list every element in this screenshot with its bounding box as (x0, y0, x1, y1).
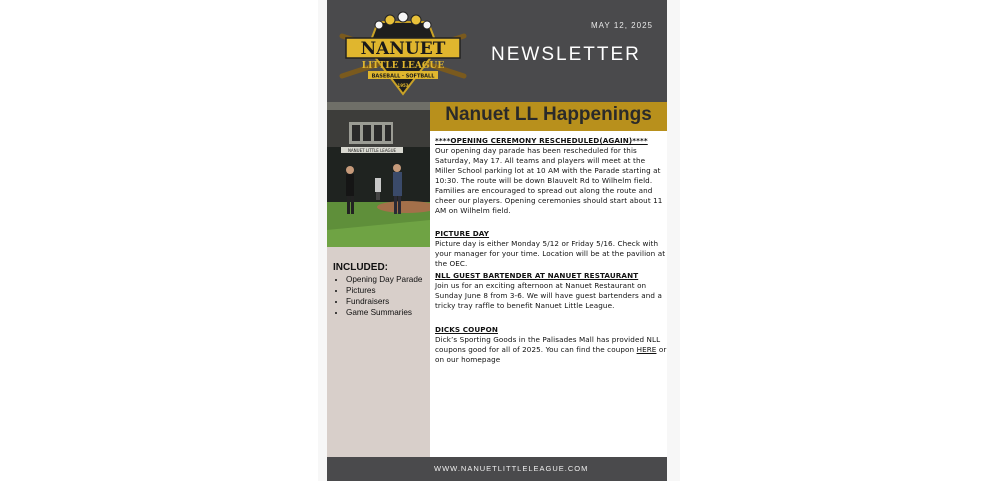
section-body: Our opening day parade has been rescheduled for this Saturday, May 17. All teams and players will meet at the Miller School parking lot at 10 AM with the Parade starting at 10:30. The route will be down Blauvelt Rd to Wilhelm field. Families are encouraged to spread out along the route and cheer our players. Opening ceremonies should start about 11 AM on Wilhelm field. (435, 146, 663, 215)
nanuet-little-league-logo (336, 8, 470, 98)
section-opening-ceremony (435, 136, 667, 216)
logo-name: NANUET (360, 39, 446, 59)
list-item: • Fundraisers (346, 296, 440, 307)
happenings-title: Nanuet LL Happenings (445, 104, 652, 125)
section-title: PICTURE DAY (435, 229, 490, 238)
section-body-end: or on our homepage (435, 345, 667, 364)
section-title: ****OPENING CEREMONY RESCHEDULED(AGAIN)**** (435, 136, 648, 145)
included-heading: INCLUDED: (333, 262, 388, 273)
section-body: Dick’s Sporting Goods in the Palisades Mall has provided NLL coupons good for all of 2025. You can find the coupon (435, 335, 661, 354)
newsletter-title: NEWSLETTER (491, 44, 641, 65)
photo-sign: NANUET LITTLE LEAGUE (347, 148, 397, 153)
logo-sub: LITTLE LEAGUE (361, 61, 445, 71)
logo-tagline: BASEBALL · SOFTBALL (371, 73, 435, 80)
section-title: DICKS COUPON (435, 325, 498, 334)
list-item: • Pictures (346, 285, 440, 296)
website-link[interactable]: WWW.NANUETLITTLELEAGUE.COM (434, 464, 589, 473)
section-picture-day (435, 229, 667, 269)
issue-date: MAY 12, 2025 (591, 21, 653, 30)
section-body: Picture day is either Monday 5/12 or Friday 5/16. Check with your manager for your time. Location will be at the pavilion at the OEC. (435, 239, 666, 268)
list-item: • Opening Day Parade (346, 274, 440, 285)
opening-day-photo (327, 102, 430, 247)
section-guest-bartender (435, 271, 667, 311)
section-body: Join us for an exciting afternoon at Nanuet Restaurant on Sunday June 8 from 3-6. We will have guest bartenders and a tricky tray raffle to benefit Nanuet Little League. (435, 281, 662, 310)
section-title: NLL GUEST BARTENDER AT NANUET RESTAURANT (435, 271, 639, 280)
list-item: • Game Summaries (346, 307, 440, 318)
section-dicks-coupon (435, 325, 667, 365)
happenings-banner (430, 102, 667, 131)
coupon-link[interactable]: HERE (636, 345, 657, 354)
logo-year: 1953 (397, 83, 409, 88)
included-list (333, 274, 440, 318)
